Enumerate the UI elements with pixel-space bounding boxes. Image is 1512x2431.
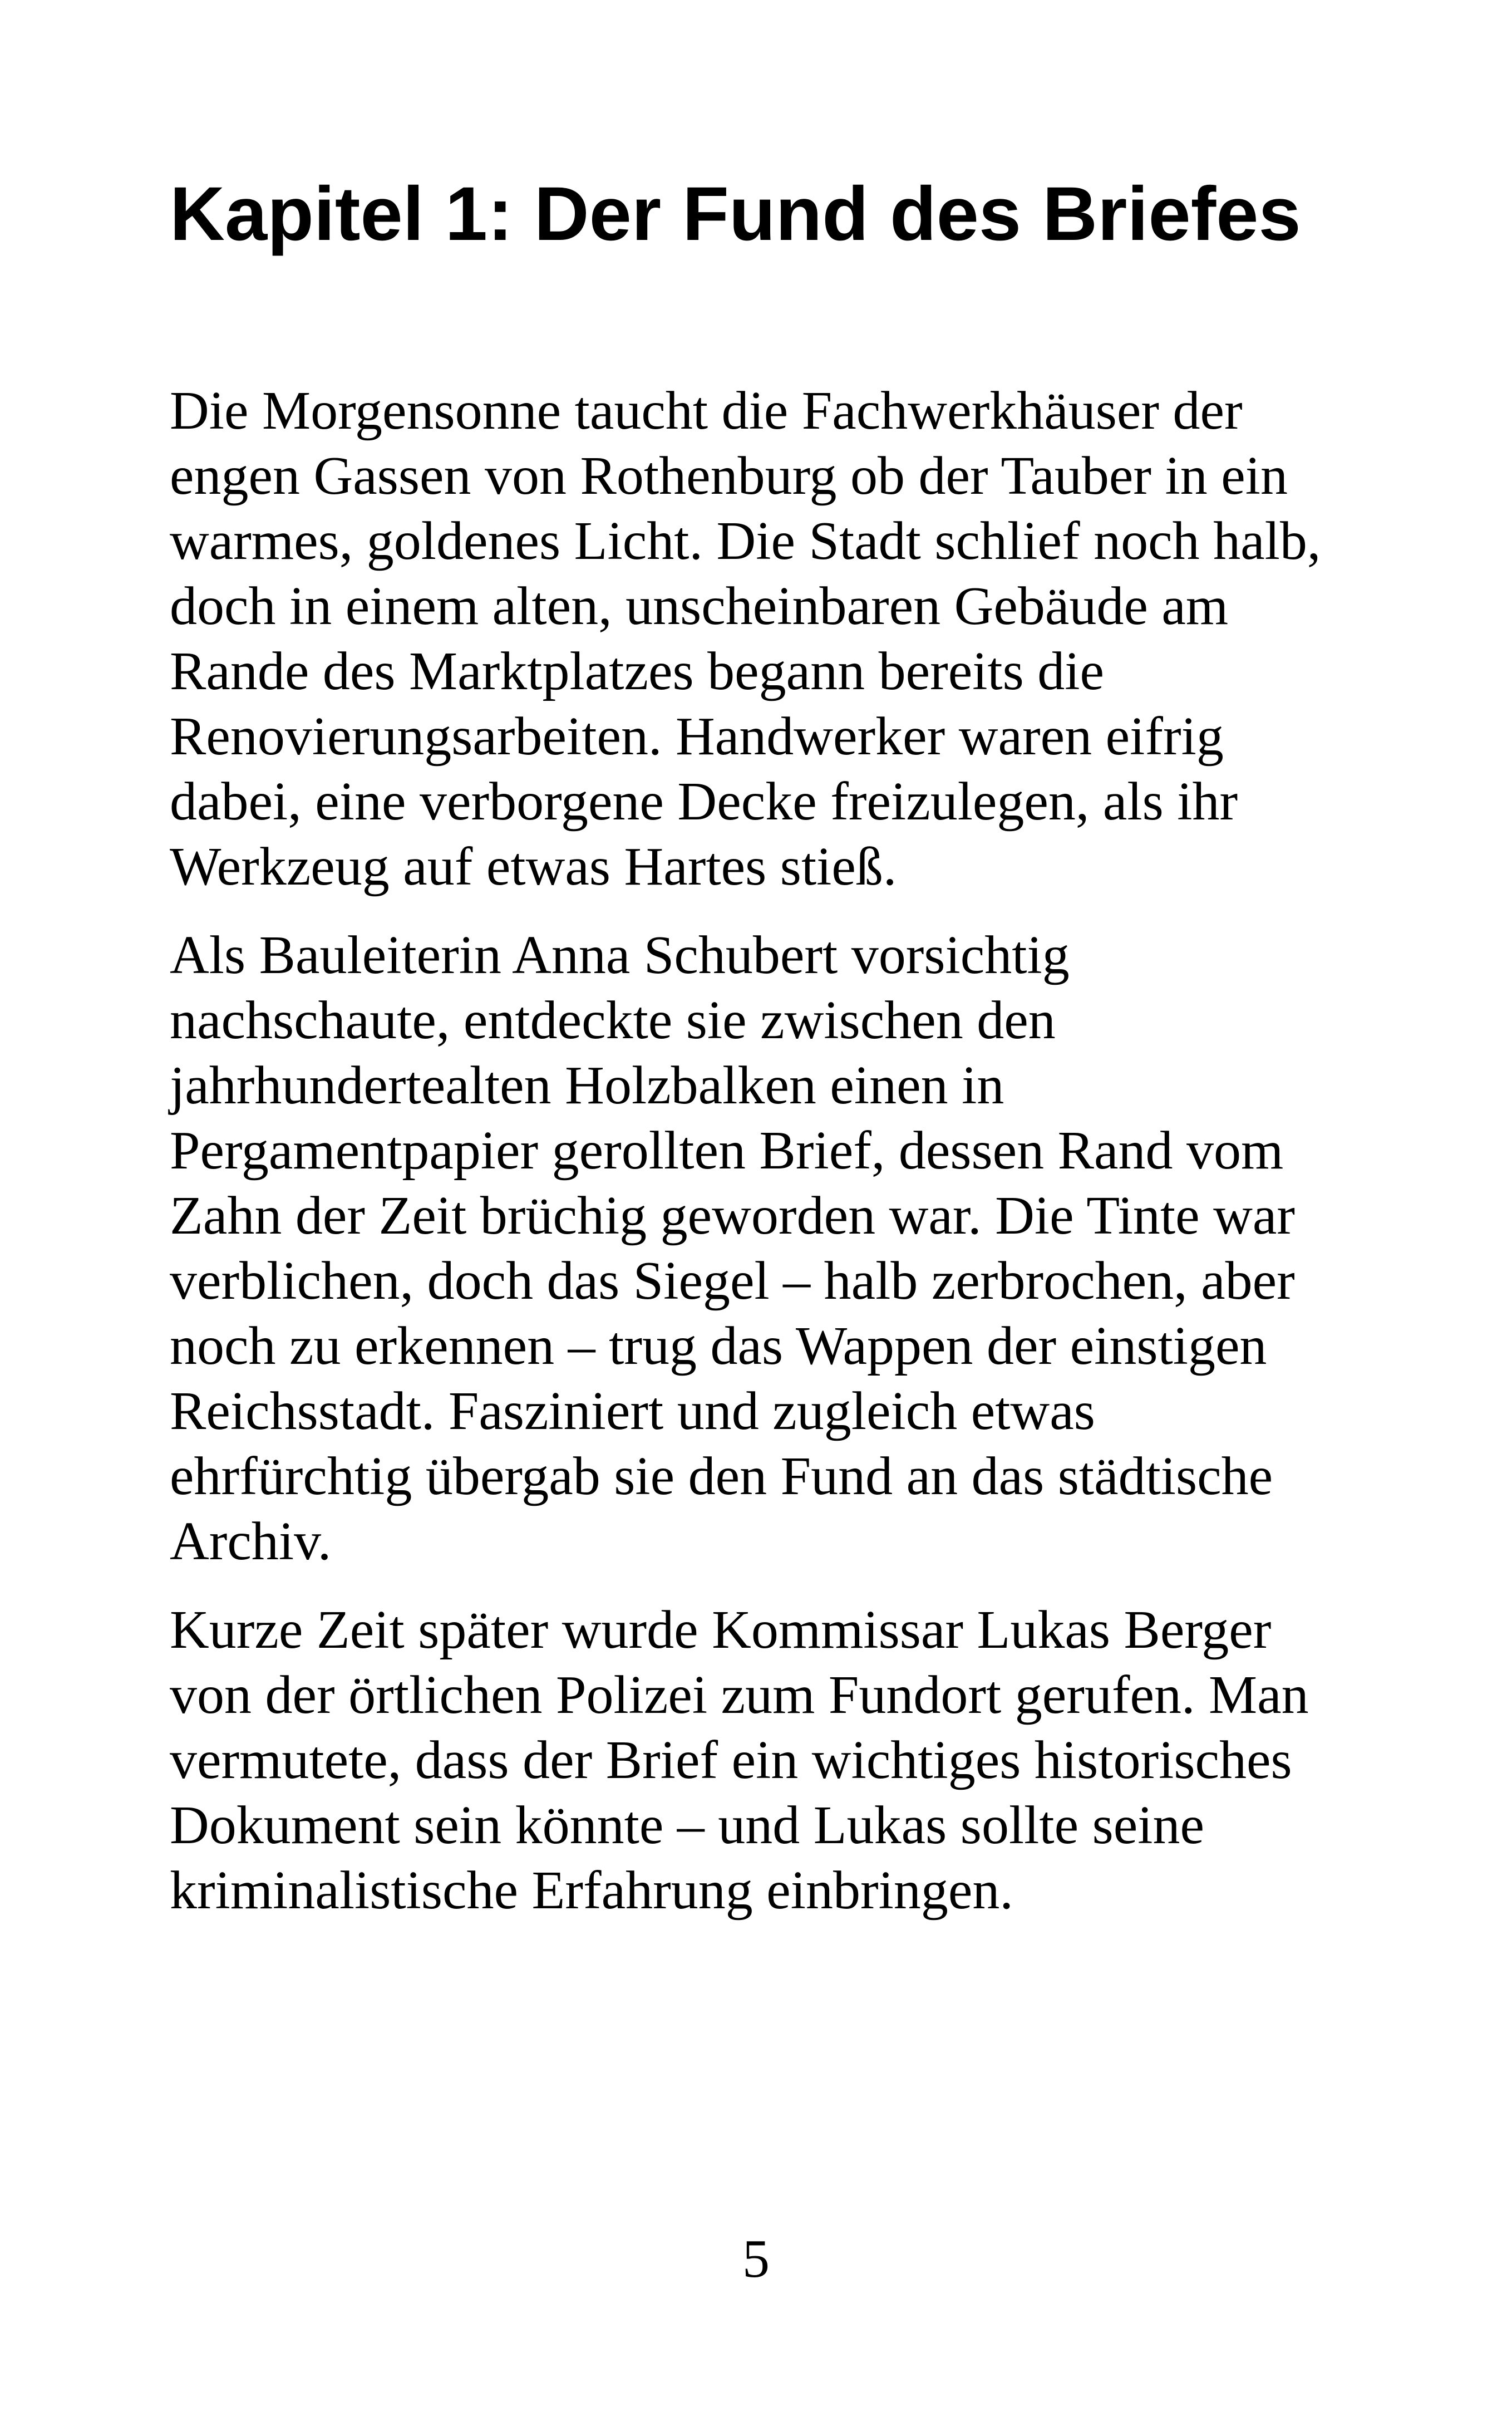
text-line: doch in einem alten, unscheinbaren Gebäude am	[170, 576, 1229, 636]
text-line: von der örtlichen Polizei zum Fundort gerufen. Man	[170, 1665, 1309, 1725]
text-line: Rande des Marktplatzes begann bereits die	[170, 641, 1105, 701]
text-line: dabei, eine verborgene Decke freizulegen, als ihr	[170, 772, 1238, 832]
text-line: Dokument sein könnte – und Lukas sollte seine	[170, 1795, 1204, 1855]
text-line: kriminalistische Erfahrung einbringen.	[170, 1860, 1013, 1921]
text-line: verblichen, doch das Siegel – halb zerbrochen, aber	[170, 1251, 1295, 1311]
text-line: Renovierungsarbeiten. Handwerker waren eifrig	[170, 706, 1224, 767]
text-line: vermutete, dass der Brief ein wichtiges historisches	[170, 1730, 1292, 1790]
text-line: engen Gassen von Rothenburg ob der Tauber in ein	[170, 446, 1288, 506]
text-line: nachschaute, entdeckte sie zwischen den	[170, 990, 1056, 1050]
text-line: Werkzeug auf etwas Hartes stieß.	[170, 837, 897, 897]
text-line: Reichsstadt. Fasziniert und zugleich etwas	[170, 1381, 1095, 1441]
text-line: Die Morgensonne taucht die Fachwerkhäuser der	[170, 381, 1243, 441]
text-line: warmes, goldenes Licht. Die Stadt schlief noch halb,	[170, 511, 1321, 571]
chapter-body	[170, 379, 1361, 1947]
text-line: Kurze Zeit später wurde Kommissar Lukas Berger	[170, 1600, 1272, 1660]
text-line: jahrhundertealten Holzbalken einen in	[170, 1055, 1004, 1116]
text-line: Als Bauleiterin Anna Schubert vorsichtig	[170, 925, 1070, 985]
text-line: Zahn der Zeit brüchig geworden war. Die Tinte war	[170, 1186, 1296, 1246]
chapter-title: Kapitel 1: Der Fund des Briefes	[170, 171, 1301, 257]
paragraph-2	[170, 923, 1361, 1574]
text-line: ehrfürchtig übergab sie den Fund an das städtische	[170, 1446, 1273, 1506]
paragraph-3	[170, 1598, 1361, 1923]
paragraph-1	[170, 379, 1361, 900]
page-number: 5	[742, 2229, 770, 2289]
text-line: Pergamentpapier gerollten Brief, dessen Rand vom	[170, 1121, 1284, 1181]
text-line: Archiv.	[170, 1511, 332, 1571]
text-line: noch zu erkennen – trug das Wappen der einstigen	[170, 1316, 1267, 1376]
